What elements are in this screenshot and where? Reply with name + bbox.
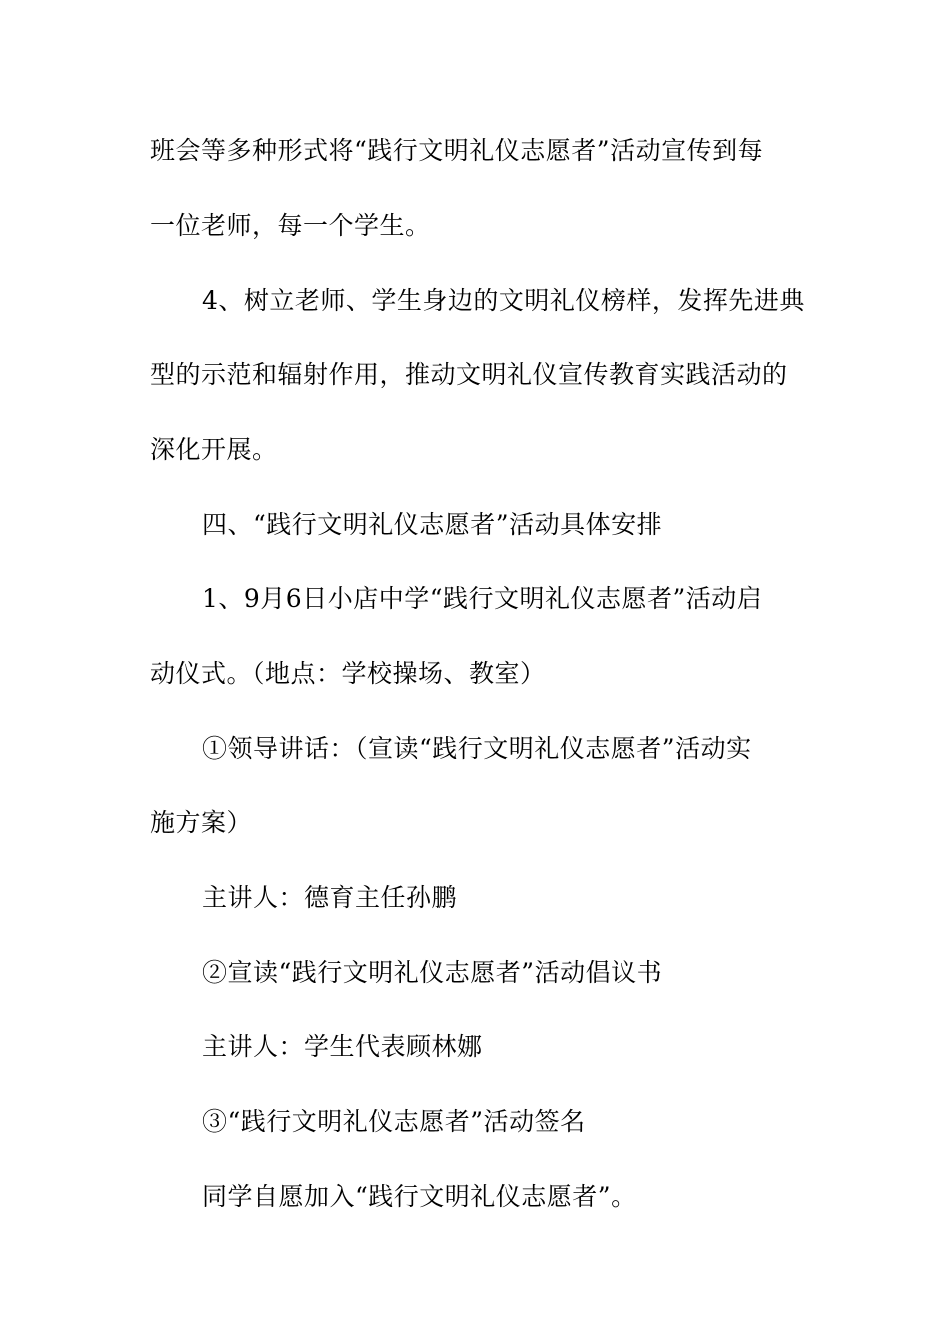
section-heading: 四、“践行文明礼仪志愿者”活动具体安排 xyxy=(202,510,663,539)
paragraph-line: 型的示范和辐射作用，推动文明礼仪宣传教育实践活动的 xyxy=(150,360,788,389)
paragraph-line: 班会等多种形式将“践行文明礼仪志愿者”活动宣传到每 xyxy=(150,136,764,165)
paragraph-line: 4、树立老师、学生身边的文明礼仪榜样，发挥先进典 xyxy=(202,286,805,315)
paragraph-line: 动仪式。（地点：学校操场、教室） xyxy=(150,659,546,688)
paragraph-line: ①领导讲话：（宣读“践行文明礼仪志愿者”活动实 xyxy=(202,734,752,763)
paragraph-line: 主讲人：德育主任孙鹏 xyxy=(202,883,458,912)
paragraph-line: 一位老师，每一个学生。 xyxy=(150,211,431,240)
paragraph-line: 同学自愿加入“践行文明礼仪志愿者”。 xyxy=(202,1182,637,1211)
paragraph-line: 深化开展。 xyxy=(150,435,278,464)
paragraph-line: 主讲人：学生代表顾林娜 xyxy=(202,1032,483,1061)
paragraph-line: 施方案） xyxy=(150,808,253,837)
paragraph-line: ③“践行文明礼仪志愿者”活动签名 xyxy=(202,1107,586,1136)
paragraph-line: ②宣读“践行文明礼仪志愿者”活动倡议书 xyxy=(202,958,663,987)
paragraph-line: 1、9月6日小店中学“践行文明礼仪志愿者”活动启 xyxy=(202,584,763,613)
